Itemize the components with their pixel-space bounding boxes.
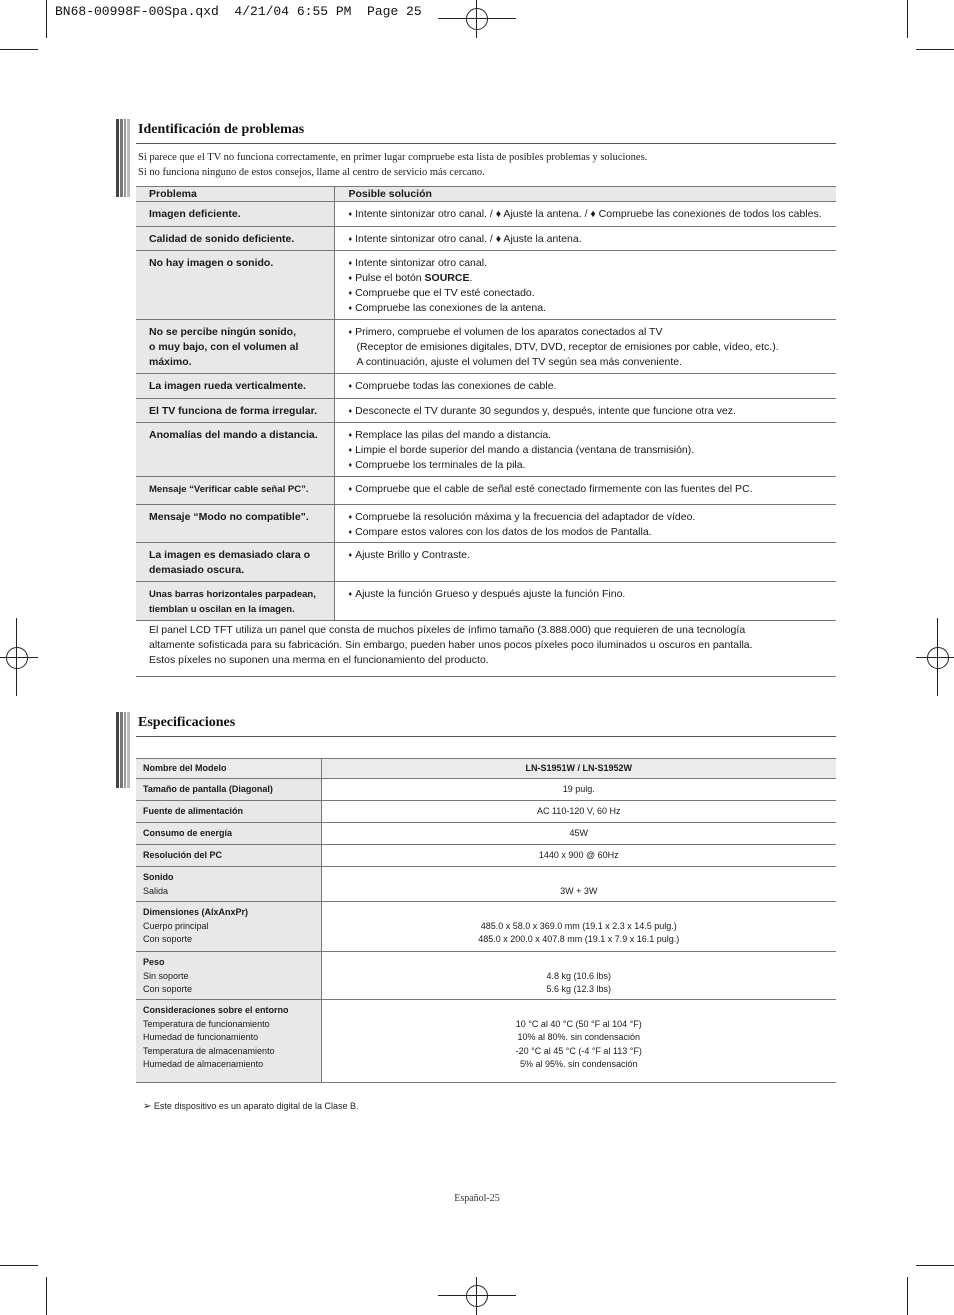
table-row (136, 320, 836, 374)
spec-value: -20 °C al 45 °C (-4 °F al 113 °F) (515, 1045, 642, 1056)
table-row (136, 374, 836, 399)
spec-value-cell (321, 801, 836, 823)
solution-cell (334, 543, 836, 582)
solution-line (349, 355, 837, 370)
problem-text: Mensaje “Verificar cable señal PC”. (149, 484, 309, 495)
spec-label: Consideraciones sobre el entorno (143, 1005, 289, 1015)
spec-row (136, 952, 836, 1000)
solution-line (349, 548, 837, 563)
solution-text: Intente sintonizar otro canal. / ♦ Ajuste la antena. / ♦ Compruebe las conexiones de todos los cables. (355, 208, 822, 220)
spec-sublabel: Humedad de almacenamiento (143, 1059, 264, 1069)
diamond-bullet-icon: ♦ (348, 529, 353, 536)
solution-line (349, 379, 837, 394)
solution-line (349, 404, 837, 419)
spec-value: 19 pulg. (562, 783, 595, 794)
spec-row (136, 902, 836, 952)
solution-text: Compruebe la resolución máxima y la frecuencia del adaptador de vídeo. (355, 511, 696, 523)
solution-text: (Receptor de emisiones digitales, DTV, DVD, receptor de emisiones por cable, vídeo, etc.). (356, 341, 779, 353)
solution-text: Compruebe los terminales de la pila. (355, 459, 526, 471)
solution-cell (334, 505, 836, 543)
solution-cell (334, 320, 836, 374)
table-row (136, 423, 836, 477)
problem-text: Imagen deficiente. (149, 208, 241, 220)
solution-line (349, 428, 837, 443)
intro-line: Si no funciona ninguno de estos consejos, llame al centro de servicio más cercano. (138, 167, 485, 178)
spec-sublabel: Con soporte (143, 984, 193, 994)
diamond-bullet-icon: ♦ (348, 290, 353, 297)
problem-cell (136, 543, 334, 582)
spec-value-cell (321, 1000, 836, 1083)
table-row (136, 399, 836, 423)
problem-cell (136, 582, 334, 621)
solution-line (349, 587, 837, 602)
table-row (136, 505, 836, 543)
spec-sublabel: Salida (143, 885, 169, 896)
spec-row (136, 1000, 836, 1083)
solution-text: Ajuste Brillo y Contraste. (355, 549, 471, 561)
solution-line (349, 325, 837, 340)
class-b-note (143, 1101, 359, 1112)
spec-label-cell (136, 801, 321, 823)
spec-value-cell (321, 902, 836, 952)
spec-sublabel: Temperatura de almacenamiento (143, 1045, 275, 1056)
solution-line (349, 256, 837, 271)
class-b-note-text: Este dispositivo es un aparato digital de la Clase B. (153, 1101, 359, 1111)
spec-value: LN-S1951W / LN-S1952W (525, 762, 633, 773)
problem-text: tiemblan u oscilan en la imagen. (149, 604, 295, 615)
solution-cell (334, 582, 836, 621)
problem-cell (136, 374, 334, 399)
spec-row (136, 801, 836, 823)
solution-line (349, 458, 837, 473)
problem-text: Anomalías del mando a distancia. (149, 429, 318, 441)
spec-label-cell (136, 845, 321, 867)
spec-value: 1440 x 900 @ 60Hz (538, 849, 619, 860)
page-number: Español-25 (454, 1193, 500, 1204)
column-header-problem: Problema (136, 187, 334, 202)
spec-value-cell (321, 779, 836, 801)
diamond-bullet-icon: ♦ (348, 305, 353, 312)
spec-label-cell (136, 759, 321, 779)
solution-line (349, 271, 837, 286)
diamond-bullet-icon: ♦ (348, 211, 353, 218)
solution-text: Compare estos valores con los datos de los modos de Pantalla. (355, 526, 652, 538)
problem-text: Calidad de sonido deficiente. (149, 233, 295, 245)
solution-cell (334, 251, 836, 320)
spec-value: 5% al 95%. sin condensación (519, 1059, 638, 1069)
table-row (136, 202, 836, 227)
problem-text: La imagen rueda verticalmente. (149, 380, 306, 392)
spec-row (136, 779, 836, 801)
section-sidebar-bar (116, 712, 130, 788)
title-rule (136, 143, 836, 144)
solution-text: Compruebe las conexiones de la antena. (355, 302, 546, 314)
problem-text: máximo. (149, 356, 192, 368)
section-sidebar-bar (116, 119, 130, 197)
solution-line (349, 525, 837, 540)
lcd-note-line: Estos píxeles no suponen una merma en el funcionamiento del producto. (149, 654, 489, 666)
problem-text: Mensaje “Modo no compatible”. (149, 511, 309, 523)
problem-cell (136, 227, 334, 251)
lcd-note-line: El panel LCD TFT utiliza un panel que consta de muchos píxeles de ínfimo tamaño (3.888.000) que requieren de una tecnología (149, 624, 746, 636)
solution-line (349, 443, 837, 458)
solution-text: Compruebe que el cable de señal esté conectado firmemente con las fuentes del PC. (355, 483, 753, 495)
diamond-bullet-icon: ♦ (348, 486, 353, 493)
solution-line (349, 207, 837, 222)
problem-text: demasiado oscura. (149, 564, 245, 576)
solution-text: Intente sintonizar otro canal. / ♦ Ajuste la antena. (355, 233, 582, 245)
spec-sublabel: Sin soporte (143, 970, 189, 981)
table-row (136, 251, 836, 320)
solution-text: Compruebe todas las conexiones de cable. (355, 380, 557, 392)
problem-cell (136, 477, 334, 505)
specs-table (136, 758, 836, 1083)
solution-text: Ajuste la función Grueso y después ajuste la función Fino. (355, 588, 626, 600)
problem-text: No hay imagen o sonido. (149, 257, 274, 269)
diamond-bullet-icon: ♦ (348, 552, 353, 559)
problem-cell (136, 320, 334, 374)
problem-cell (136, 423, 334, 477)
solution-line (349, 301, 837, 316)
solution-cell (334, 477, 836, 505)
solution-cell (334, 227, 836, 251)
spec-value-cell (321, 867, 836, 902)
intro-line: Si parece que el TV no funciona correctamente, en primer lugar compruebe esta lista de posibles problemas y soluciones. (138, 152, 648, 163)
solution-line (349, 286, 837, 301)
print-slug: BN68-00998F-00Spa.qxd 4/21/04 6:55 PM Page 25 (55, 4, 422, 19)
lcd-note (136, 621, 836, 677)
spec-row (136, 845, 836, 867)
arrow-icon: ➢ (143, 1101, 152, 1112)
solution-cell (334, 374, 836, 399)
diamond-bullet-icon: ♦ (348, 432, 353, 439)
problem-text: Unas barras horizontales parpadean, (149, 589, 316, 600)
troubleshooting-table (136, 186, 836, 677)
solution-text: Limpie el borde superior del mando a distancia (ventana de transmisión). (355, 444, 695, 456)
spec-sublabel: Cuerpo principal (143, 920, 209, 931)
solution-line (349, 232, 837, 247)
diamond-bullet-icon: ♦ (348, 447, 353, 454)
diamond-bullet-icon: ♦ (348, 383, 353, 390)
problem-cell (136, 399, 334, 423)
specs-title: Especificaciones (138, 715, 236, 730)
diamond-bullet-icon: ♦ (348, 275, 353, 282)
spec-label-cell (136, 952, 321, 1000)
spec-label-cell (136, 902, 321, 952)
spec-value-cell (321, 823, 836, 845)
table-header-row (136, 187, 836, 202)
lcd-note-line: altamente sofisticada para su fabricación. Sin embargo, pueden haber unos pocos píxeles poco iluminados u oscuros en pantalla. (149, 639, 753, 651)
spec-sublabel: Temperatura de funcionamiento (143, 1018, 270, 1029)
diamond-bullet-icon: ♦ (348, 236, 353, 243)
spec-label: Resolución del PC (143, 849, 223, 860)
solution-text: Compruebe que el TV esté conectado. (355, 287, 535, 299)
solution-text: A continuación, ajuste el volumen del TV según sea más conveniente. (356, 356, 683, 368)
spec-label: Consumo de energía (143, 827, 233, 838)
spec-value: 485.0 x 58.0 x 369.0 mm (19.1 x 2.3 x 14.5 pulg.) (480, 920, 677, 931)
solution-text: Intente sintonizar otro canal. (355, 257, 487, 269)
problem-cell (136, 251, 334, 320)
diamond-bullet-icon: ♦ (348, 329, 353, 336)
spec-value: 10% al 80%. sin condensación (517, 1032, 641, 1042)
column-header-solution: Posible solución (334, 187, 836, 202)
problem-text: La imagen es demasiado clara o (149, 549, 311, 561)
problem-text: El TV funciona de forma irregular. (149, 405, 318, 417)
spec-value: 4.8 kg (10.6 lbs) (546, 970, 612, 981)
table-row (136, 543, 836, 582)
spec-label: Fuente de alimentación (143, 805, 244, 816)
spec-label-cell (136, 779, 321, 801)
spec-value: 10 °C al 40 °C (50 °F al 104 °F) (515, 1018, 642, 1029)
problem-text: No se percibe ningún sonido, (149, 326, 297, 338)
spec-row (136, 867, 836, 902)
spec-value: 45W (569, 827, 588, 838)
title-rule (136, 736, 836, 737)
problem-text: o muy bajo, con el volumen al (149, 341, 299, 353)
spec-label: Peso (143, 957, 165, 967)
diamond-bullet-icon: ♦ (348, 260, 353, 267)
spec-value: AC 110-120 V, 60 Hz (536, 805, 621, 816)
diamond-bullet-icon: ♦ (348, 591, 353, 598)
diamond-bullet-icon: ♦ (348, 514, 353, 521)
problem-cell (136, 202, 334, 227)
spec-label: Tamaño de pantalla (Diagonal) (143, 783, 273, 794)
spec-value-cell (321, 952, 836, 1000)
table-row (136, 477, 836, 505)
solution-line (349, 340, 837, 355)
solution-cell (334, 399, 836, 423)
table-row (136, 227, 836, 251)
diamond-bullet-icon: ♦ (348, 408, 353, 415)
solution-cell (334, 202, 836, 227)
spec-value: 485.0 x 200.0 x 407.8 mm (19.1 x 7.9 x 16.1 pulg.) (478, 934, 680, 944)
spec-row (136, 759, 836, 779)
spec-label-cell (136, 1000, 321, 1083)
troubleshooting-intro (138, 150, 834, 180)
solution-line (349, 482, 837, 497)
solution-text: Primero, compruebe el volumen de los aparatos conectados al TV (355, 326, 663, 338)
spec-row (136, 823, 836, 845)
solution-cell (334, 423, 836, 477)
spec-value-cell (321, 759, 836, 779)
spec-sublabel: Con soporte (143, 934, 193, 944)
solution-text: Desconecte el TV durante 30 segundos y, después, intente que funcione otra vez. (355, 405, 736, 417)
problem-cell (136, 505, 334, 543)
spec-label-cell (136, 823, 321, 845)
spec-value-cell (321, 845, 836, 867)
lcd-note-row (136, 621, 836, 677)
spec-label: Nombre del Modelo (143, 762, 227, 773)
solution-text: Pulse el botón SOURCE. (355, 272, 473, 284)
spec-value: 5.6 kg (12.3 lbs) (546, 984, 612, 994)
troubleshooting-title: Identificación de problemas (138, 122, 305, 137)
spec-label: Sonido (143, 872, 174, 882)
solution-line (349, 510, 837, 525)
spec-value: 3W + 3W (560, 885, 598, 896)
spec-sublabel: Humedad de funcionamiento (143, 1032, 259, 1042)
diamond-bullet-icon: ♦ (348, 462, 353, 469)
solution-text: Remplace las pilas del mando a distancia. (355, 429, 552, 441)
table-row (136, 582, 836, 621)
spec-label: Dimensiones (AlxAnxPr) (143, 907, 249, 917)
spec-label-cell (136, 867, 321, 902)
